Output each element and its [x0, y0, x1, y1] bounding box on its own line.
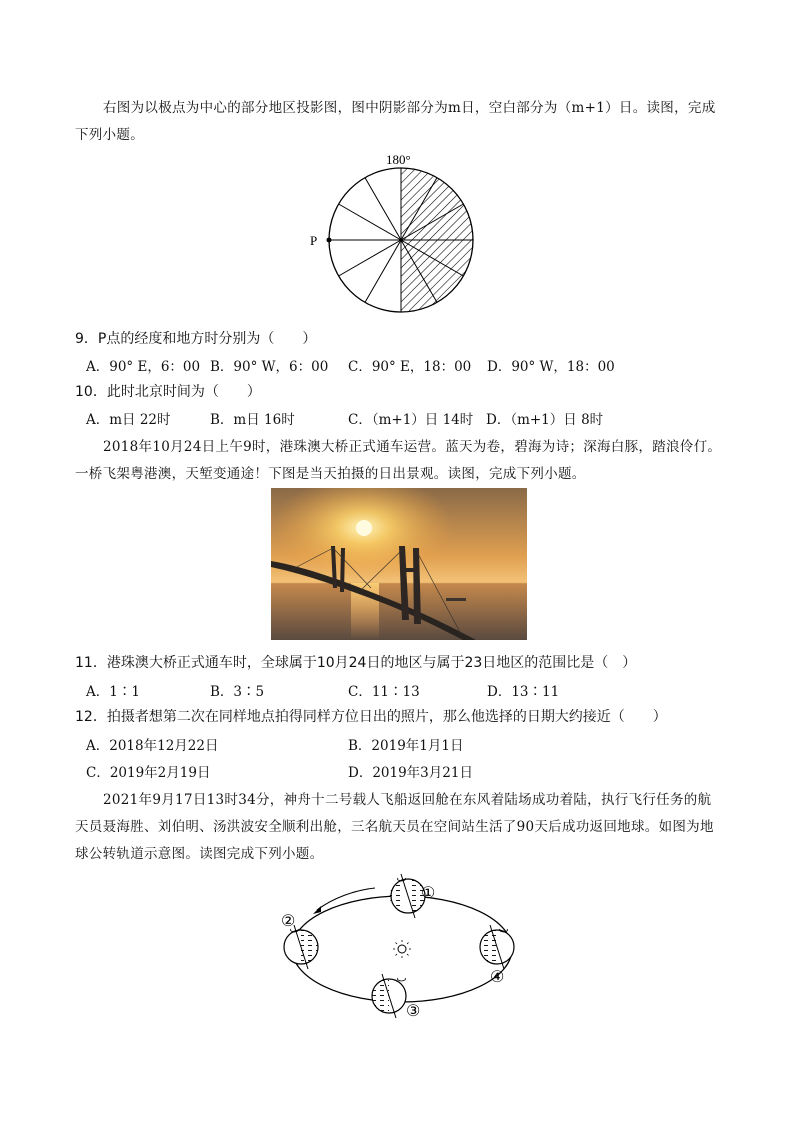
- polar-projection-figure: [300, 148, 500, 323]
- q9-stem: 9．P点的经度和地方时分别为（ ）: [75, 331, 317, 347]
- q12-option-a[interactable]: A．2018年12月22日: [86, 738, 219, 754]
- label-pos-4: ④: [490, 969, 505, 986]
- intro2-line1: 2018年10月24日上午9时，港珠澳大桥正式通车运营。蓝天为卷，碧海为诗；深海白豚，踏浪伶仃。: [103, 439, 722, 455]
- intro1-line2: 下列小题。: [75, 127, 144, 143]
- intro1-line1: 右图为以极点为中心的部分地区投影图，图中阴影部分为m日，空白部分为（m+1）日。读图，完成: [103, 100, 716, 116]
- q11-option-a[interactable]: A．1∶1: [86, 684, 140, 700]
- q11-option-b[interactable]: B．3∶5: [210, 684, 265, 700]
- intro3-line2: 天员聂海胜、刘伯明、汤洪波安全顺利出舱，三名航天员在空间站生活了90天后成功返回地球。如图为地: [75, 819, 714, 835]
- sun-icon: [393, 940, 411, 958]
- q12-option-c[interactable]: C．2019年2月19日: [86, 765, 211, 781]
- boat: [446, 598, 466, 601]
- bridge-sunrise-photo: [271, 488, 527, 640]
- earth-3: [372, 974, 406, 1018]
- q12-stem: 12．拍摄者想第二次在同样地点拍得同样方位日出的照片，那么他选择的日期大约接近（ ）: [75, 709, 667, 725]
- q10-stem: 10．此时北京时间为（ ）: [75, 384, 261, 400]
- q11-option-d[interactable]: D．13∶11: [487, 684, 560, 700]
- sun: [356, 520, 372, 536]
- intro2-line2: 一桥飞架粤港澳，天堑变通途！下图是当天拍摄的日出景观。读图，完成下列小题。: [75, 466, 586, 482]
- label-pos-1: ①: [421, 885, 436, 902]
- q10-option-b[interactable]: B．m日 16时: [210, 412, 295, 428]
- q12-option-b[interactable]: B．2019年1月1日: [348, 738, 464, 754]
- intro3-line1: 2021年9月17日13时34分，神舟十二号载人飞船返回舱在东风着陆场成功着陆，执行飞行任务的航: [103, 792, 712, 808]
- point-p: [327, 238, 332, 243]
- earth-1: [390, 874, 425, 918]
- q9-option-a[interactable]: A．90° E，6：00: [86, 359, 201, 375]
- q11-option-c[interactable]: C．11∶13: [348, 684, 420, 700]
- q11-stem: 11．港珠澳大桥正式通车时，全球属于10月24日的地区与属于23日地区的范围比是（ ）: [75, 655, 637, 671]
- earth-2: [284, 925, 318, 969]
- label-p: P: [310, 233, 318, 248]
- label-pos-2: ②: [281, 913, 296, 930]
- label-180: 180°: [386, 152, 411, 167]
- q9-option-d[interactable]: D．90° W，18：00: [487, 359, 615, 375]
- q10-option-a[interactable]: A．m日 22时: [86, 412, 171, 428]
- q9-option-c[interactable]: C．90° E，18：00: [348, 359, 472, 375]
- q10-option-d[interactable]: D．（m+1）日 8时: [486, 412, 604, 428]
- label-pos-3: ③: [406, 1003, 421, 1020]
- q10-option-c[interactable]: C．（m+1）日 14时: [348, 412, 474, 428]
- q9-option-b[interactable]: B．90° W，6：00: [210, 359, 329, 375]
- q12-option-d[interactable]: D．2019年3月21日: [348, 765, 473, 781]
- earth-orbit-figure: [275, 868, 535, 1028]
- intro3-line3: 球公转轨道示意图。读图完成下列小题。: [75, 846, 324, 862]
